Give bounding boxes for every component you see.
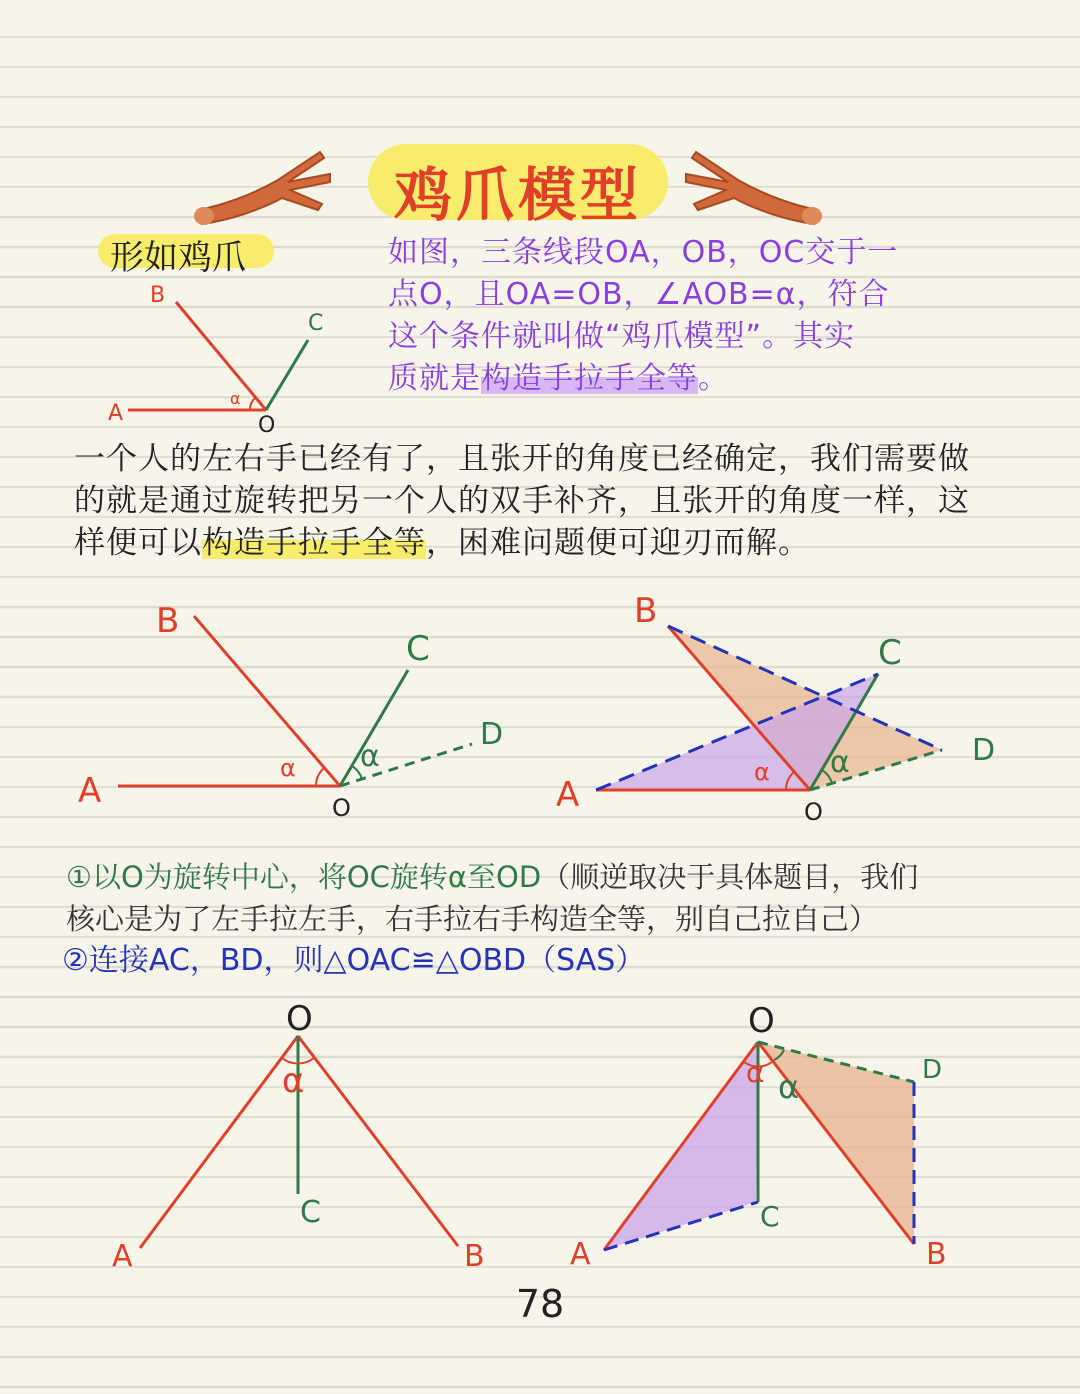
step-1-green: ①以O为旋转中心，将OC旋转α至OD: [66, 860, 542, 894]
congruent-triangles-diagram: [548, 580, 1018, 830]
label-c: C: [760, 1200, 780, 1233]
explanation-paragraph: [74, 438, 1034, 564]
label-b: B: [156, 601, 180, 641]
step-1-text: [66, 856, 1026, 940]
title-block: [368, 140, 668, 229]
label-d: D: [922, 1055, 943, 1085]
label-b: B: [464, 1239, 485, 1274]
vertical-congruent-diagram: [560, 1000, 980, 1280]
label-d: D: [972, 733, 996, 768]
subtitle: 形如鸡爪: [110, 238, 246, 278]
label-a: A: [112, 1239, 133, 1274]
step-1-dark: （顺逆取决于具体题目，我们: [541, 860, 919, 894]
rotation-diagram: [70, 590, 530, 830]
intro-line-2: 点O，且OA=OB，∠AOB=α，符合: [388, 277, 890, 312]
vertical-claw-diagram: [100, 1000, 520, 1280]
label-a: A: [78, 771, 102, 811]
page-number: 78: [515, 1282, 565, 1326]
segment-ob: [298, 1036, 458, 1246]
segment-ob: [176, 302, 266, 410]
intro-text: [388, 232, 928, 400]
label-d: D: [480, 717, 504, 752]
segment-ob: [194, 616, 340, 786]
label-alpha-cod: α: [778, 1068, 800, 1106]
para-line-3-post: ，困难问题便可迎刃而解。: [426, 525, 810, 561]
label-alpha-cod: α: [830, 745, 850, 780]
chicken-claw-right-icon: [676, 140, 826, 230]
label-c: C: [300, 1195, 321, 1230]
label-o: O: [286, 1000, 313, 1039]
label-o: O: [748, 1001, 775, 1041]
label-a: A: [108, 401, 124, 426]
step-1-line-1: [66, 856, 1026, 898]
intro-line-4-post: 。: [698, 361, 729, 396]
label-alpha-aob: α: [754, 758, 770, 786]
para-line-2: 的就是通过旋转把另一个人的双手补齐，且张开的角度一样，这: [74, 483, 970, 519]
intro-line-4-pre: 质就是: [388, 361, 481, 396]
label-b: B: [926, 1237, 947, 1272]
label-alpha-aob: α: [280, 754, 296, 782]
label-a: A: [556, 775, 580, 815]
label-c: C: [308, 311, 324, 336]
intro-line-1: 如图，三条线段OA，OB，OC交于一: [388, 235, 899, 270]
para-line-3-pre: 样便可以: [74, 525, 202, 561]
segment-oa: [140, 1036, 298, 1248]
chicken-claw-left-icon: [190, 140, 340, 230]
step-2-text: ②连接AC，BD，则△OAC≌△OBD（SAS）: [62, 943, 646, 978]
step-1-line-2: 核心是为了左手拉左手，右手拉右手构造全等，别自己拉自己）: [66, 902, 879, 936]
label-c: C: [406, 629, 430, 669]
intro-line-4: [388, 358, 928, 400]
para-line-1: 一个人的左右手已经有了，且张开的角度已经确定，我们需要做: [74, 441, 970, 477]
para-line-3: [74, 522, 1034, 564]
label-alpha: α: [282, 1061, 305, 1101]
segment-oc: [266, 340, 308, 410]
label-o: O: [804, 798, 823, 826]
label-a: A: [570, 1237, 591, 1272]
label-o: O: [332, 794, 351, 822]
intro-line-3: 这个条件就叫做“鸡爪模型”。其实: [388, 319, 856, 354]
para-highlight: 构造手拉手全等: [202, 525, 426, 561]
label-o: O: [258, 413, 276, 436]
intro-highlight: 构造手拉手全等: [481, 361, 698, 396]
label-alpha: α: [230, 389, 241, 408]
small-claw-diagram: [90, 276, 350, 436]
label-b: B: [150, 283, 166, 308]
label-alpha-aob: α: [746, 1056, 765, 1089]
label-alpha-cod: α: [360, 739, 380, 774]
angle-arc-aob: [316, 768, 324, 786]
subtitle-block: [98, 228, 278, 278]
page-title: 鸡爪模型: [393, 161, 642, 229]
angle-arc: [250, 398, 255, 410]
label-b: B: [634, 591, 658, 631]
label-c: C: [878, 633, 902, 673]
